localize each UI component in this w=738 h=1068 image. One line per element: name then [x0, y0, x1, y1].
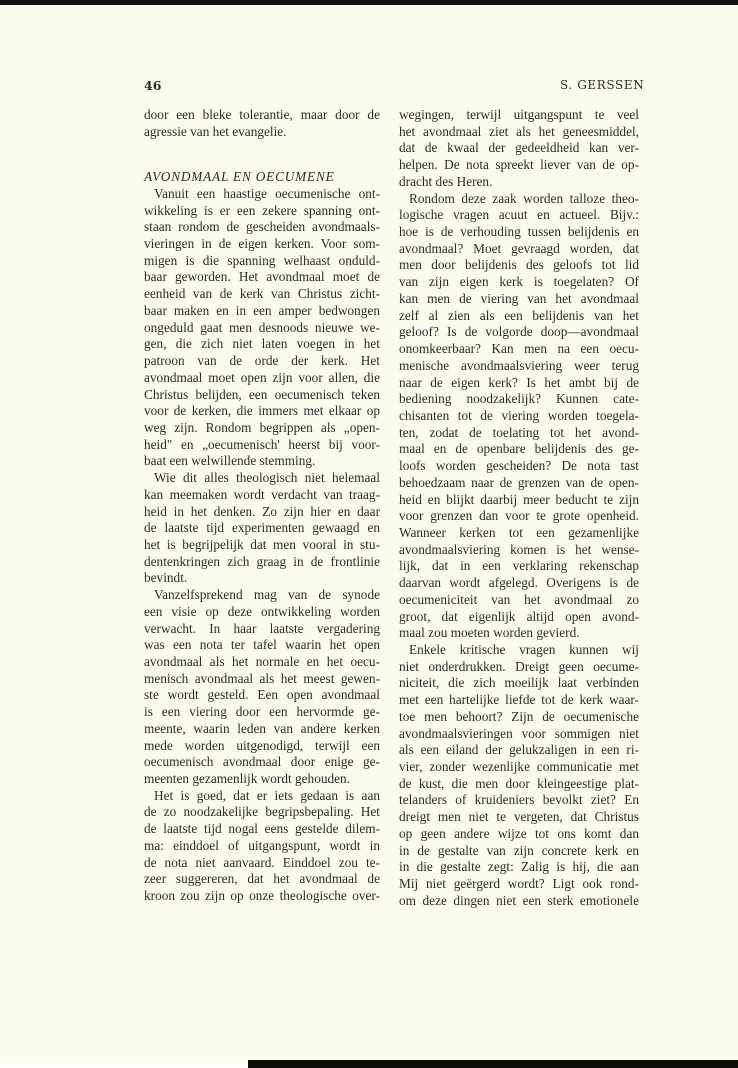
- text-line: de nota niet aanvaard. Einddoel zou te-: [144, 854, 380, 870]
- paragraph: [144, 788, 380, 905]
- text-line: niciteit, die zich moeilijk laat verbinden: [399, 675, 639, 691]
- text-line: is een viering door een hervormde ge-: [144, 704, 380, 720]
- text-line: zelf al zien als een belijdenis van het: [399, 307, 639, 323]
- text-line: de laatste tijd experimenten gewaagd en: [144, 520, 380, 536]
- running-head: S. GERSSEN: [560, 78, 645, 92]
- text-line: zeer suggereren, dat het avondmaal de: [144, 871, 380, 887]
- text-line: ten, zodat de toelating tot het avond-: [399, 424, 639, 440]
- text-line: toe men behoort? Zijn de oecumenische: [399, 708, 639, 724]
- text-line: wegingen, terwijl uitgangspunt te veel: [399, 107, 639, 122]
- text-line: onomkeerbaar? Kan men na een oecu-: [399, 341, 639, 357]
- text-line: avondmaal moet open zijn voor allen, die: [144, 369, 380, 385]
- text-line: ongeduld gaat men desnoods nieuwe we-: [144, 319, 380, 335]
- text-line: weg zijn. Rondom begrippen als „open-: [144, 419, 380, 435]
- paragraph: [399, 107, 639, 191]
- text-line: Christus belijden, een oecumenisch teken: [144, 386, 380, 402]
- text-line: loofs worden gescheiden? De nota tast: [399, 458, 639, 474]
- text-line: maal en de openbare belijdenis des ge-: [399, 441, 639, 457]
- text-line: dracht des Heren.: [399, 173, 493, 189]
- text-line: Vanuit een haastige oecumenische ont-: [154, 185, 380, 201]
- text-line: voor de kerken, die immers met elkaar op: [144, 403, 380, 419]
- text-line: dentenkringen zich graag in de frontlinie: [144, 553, 380, 569]
- text-line: baar geworden. Het avondmaal moet de: [144, 269, 380, 285]
- paragraph: [144, 186, 380, 470]
- text-line: heid in het denken. Zo zijn hier en daar: [144, 503, 380, 519]
- text-line: lijk, dat in een verklaring rekenschap: [399, 558, 639, 574]
- text-line: migen is die spanning welhaast onduld-: [144, 252, 380, 268]
- text-line: vieringen in de eigen kerken. Voor som-: [144, 236, 380, 252]
- text-line: ste wordt gesteld. Een open avondmaal: [144, 687, 380, 703]
- text-line: Het is goed, dat er iets gedaan is aan: [154, 787, 380, 803]
- text-line: heid en blijkt daarbij meer beducht te zijn: [399, 491, 639, 507]
- text-line: Wanneer kerken tot een gezamenlijke: [399, 524, 639, 540]
- text-line: dat de kwaal der gedeeldheid kan ver-: [399, 140, 639, 156]
- text-line: vier, zonder wezenlijke communicatie met: [399, 759, 639, 775]
- text-line: Wie dit alles theologisch niet helemaal: [154, 470, 380, 486]
- text-line: avondmaal? Moet gevraagd worden, dat: [399, 240, 639, 256]
- text-line: bediening noodzakelijk? Kunnen cate-: [399, 391, 639, 407]
- scan-edge-bottom: [248, 1060, 738, 1068]
- text-line: niet onderdrukken. Dreigt geen oecume-: [399, 658, 639, 674]
- text-line: oecumenisch avondmaal door enige ge-: [144, 754, 380, 770]
- text-line: in de gestalte van zijn concrete kerk en: [399, 842, 639, 858]
- text-line: Rondom deze zaak worden talloze theo-: [409, 190, 639, 206]
- text-line: menisch avondmaal als het meest gewen-: [144, 670, 380, 686]
- text-line: meente, waarin leden van andere kerken: [144, 720, 380, 736]
- text-line: logische vragen acuut en actueel. Bijv.:: [399, 207, 639, 223]
- text-line: met een hartelijke liefde tot de kerk waar-: [399, 692, 639, 708]
- text-line: avondmaalsviering komen is het wense-: [399, 541, 639, 557]
- text-line: naar de eigen kerk? Is het ambt bij de: [399, 374, 639, 390]
- text-line: maal zou moeten worden gevierd.: [399, 625, 580, 641]
- text-line: de kust, die men door kleingeestige plat-: [399, 775, 639, 791]
- text-line: kroon zou zijn op onze theologische over-: [144, 888, 380, 904]
- text-line: baat een welwillende stemming.: [144, 453, 316, 469]
- text-line: om deze dingen niet een sterk emotionele: [399, 892, 639, 908]
- text-line: op geen andere wijze tot ons komt dan: [399, 825, 639, 841]
- page-number: 46: [144, 78, 162, 93]
- text-line: oecumeniciteit van het avondmaal zo: [399, 591, 639, 607]
- text-line: gen, die zich niet laten voegen in het: [144, 336, 380, 352]
- text-line: van zijn eigen kerk is toegelaten? Of: [399, 274, 639, 290]
- text-line: een visie op deze ontwikkeling worden: [144, 603, 380, 619]
- left-column: [144, 107, 380, 905]
- paragraph: [144, 470, 380, 587]
- text-line: chisanten tot de viering worden toegela-: [399, 407, 639, 423]
- text-line: dreigt men niet te vergeten, dat Christus: [399, 809, 639, 825]
- text-line: als een eiland der gelukzaligen in een ri-: [399, 742, 639, 758]
- text-line: geloof? Is de volgorde doop—avondmaal: [399, 324, 639, 340]
- text-line: was een nota ter tafel waarin het open: [144, 637, 380, 653]
- text-line: Mij niet geërgerd wordt? Ligt ook rond-: [399, 876, 639, 892]
- text-line: kan men de viering van het avondmaal: [399, 290, 639, 306]
- text-line: groot, dat eigenlijk altijd open avond-: [399, 608, 639, 624]
- text-line: door een bleke tolerantie, maar door de: [144, 107, 380, 122]
- text-line: avondmaal als het normale en het oecu-: [144, 654, 380, 669]
- text-line: verwacht. In haar laatste vergadering: [144, 620, 380, 636]
- paragraph: [399, 642, 639, 910]
- text-line: Enkele kritische vragen kunnen wij: [409, 642, 639, 657]
- text-line: het avondmaal ziet als het geneesmiddel,: [399, 123, 639, 139]
- text-line: kan meemaken wordt verdacht van traag-: [144, 486, 380, 502]
- intro-paragraph: [144, 107, 380, 140]
- text-line: in die gestalte zegt: Zalig is hij, die aan: [399, 859, 639, 875]
- text-line: telanders of kruideniers bevolkt ziet? En: [399, 792, 639, 808]
- text-line: behoedzaam naar de grenzen van de open-: [399, 474, 639, 490]
- text-line: wikkeling is er een zekere spanning ont-: [144, 202, 380, 218]
- text-line: staan rondom de gescheiden avondmaals-: [144, 219, 380, 235]
- text-line: bevindt.: [144, 570, 188, 586]
- text-line: avondmaalsvieringen voor sommigen niet: [399, 725, 639, 741]
- text-line: hoe is de verhouding tussen belijdenis en: [399, 224, 639, 240]
- paragraph: [399, 191, 639, 642]
- text-line: menische avondmaalsviering weer terug: [399, 357, 639, 373]
- text-line: mede worden uitgenodigd, terwijl een: [144, 737, 380, 753]
- text-line: men door belijdenis des geloofs tot lid: [399, 257, 639, 273]
- text-line: patroon van de orde der kerk. Het: [144, 353, 380, 369]
- text-line: de zo noodzakelijke begripsbepaling. Het: [144, 804, 380, 820]
- text-line: agressie van het evangelie.: [144, 123, 287, 139]
- text-line: de laatste tijd nogal eens gestelde dilem-: [144, 821, 380, 837]
- text-line: daarvan wordt afgelegd. Overigens is de: [399, 575, 639, 591]
- text-line: baar maken en in een amper bedwongen: [144, 302, 380, 318]
- text-line: het is begrijpelijk dat men vooral in stu-: [144, 536, 380, 552]
- section-heading: AVONDMAAL EN OECUMENE: [144, 169, 335, 185]
- text-line: meenten gezamenlijk wordt gehouden.: [144, 771, 351, 787]
- text-line: helpen. De nota spreekt liever van de op-: [399, 157, 639, 173]
- text-line: voor grenzen dan voor te grote openheid.: [399, 508, 639, 524]
- text-line: ma: einddoel of uitgangspunt, wordt in: [144, 837, 380, 853]
- right-column: [399, 107, 639, 910]
- paragraph: [144, 587, 380, 788]
- text-line: eenheid van de kerk van Christus zicht-: [144, 286, 380, 302]
- text-line: heid" en „oecumenisch' heerst bij voor-: [144, 436, 380, 452]
- text-line: Vanzelfsprekend mag van de synode: [154, 587, 380, 603]
